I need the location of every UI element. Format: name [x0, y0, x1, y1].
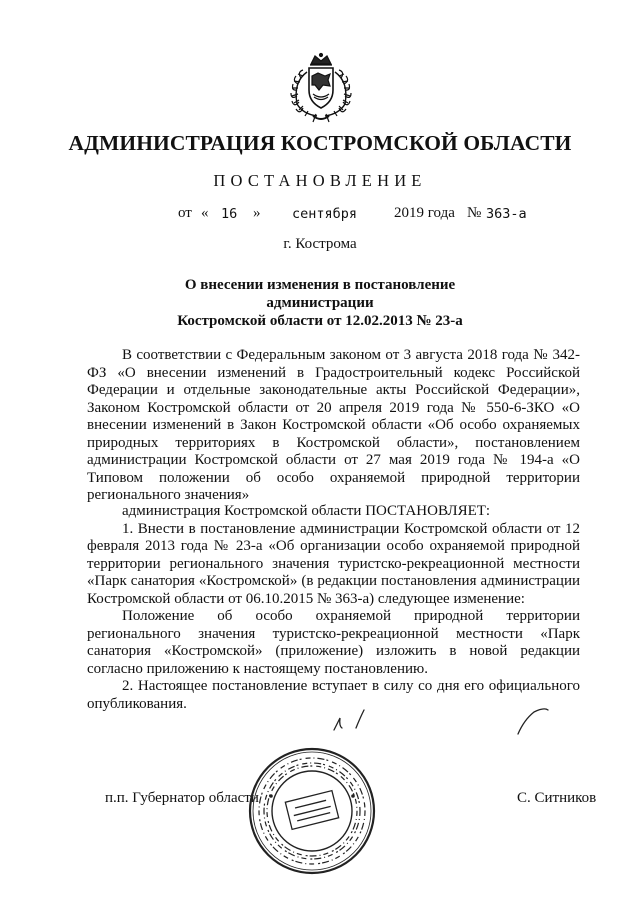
clause-1-paragraph: 1. Внести в постановление администрации Костромской области от 12 февраля 2013 года № 23-а «Об организации особо охраняемой природной территории регионального значения туристско-рекреационной местности «Парк санатория «Костромской» (в редакции постановления администрации Костромской области от 06.10.2015 № 363-а) следующее изменение:	[87, 520, 580, 607]
coat-of-arms-icon	[283, 52, 359, 124]
date-day: 16	[221, 206, 238, 222]
date-month: сентября	[292, 206, 358, 222]
date-open-quote: «	[201, 205, 209, 221]
heading-line-1: О внесении изменения в постановление администрации	[184, 277, 456, 311]
clause-1-text-paragraph: Положение об особо охраняемой природной территории регионального значения туристско-рекреационной местности «Парк санатория «Костромской» (приложение) изложить в новой редакции согласно приложению к настоящему постановлению.	[87, 608, 580, 677]
date-prefix: от	[178, 205, 192, 221]
clause-2-paragraph: 2. Настоящее постановление вступает в силу со дня его официального опубликования.	[87, 678, 580, 712]
resolves-paragraph: администрация Костромской области ПОСТАНОВЛЯЕТ:	[122, 503, 491, 519]
date-close-quote: »	[253, 205, 261, 221]
document-type: ПОСТАНОВЛЕНИЕ	[213, 171, 427, 190]
document-heading	[130, 276, 510, 330]
signature-marks	[330, 704, 560, 738]
organization-title: АДМИНИСТРАЦИЯ КОСТРОМСКОЙ ОБЛАСТИ	[68, 131, 572, 155]
signatory-position: п.п. Губернатор области	[105, 790, 259, 806]
date-year: 2019 года	[394, 205, 455, 221]
number-sign: №	[467, 205, 482, 221]
round-seal-icon	[247, 746, 377, 876]
preamble-block	[87, 347, 580, 505]
heading-line-2: Костромской области от 12.02.2013 № 23-а	[177, 313, 463, 329]
city: г. Кострома	[283, 236, 357, 252]
signatory-name: С. Ситников	[517, 790, 597, 806]
document-number: 363-а	[486, 206, 527, 222]
preamble-paragraph: В соответствии с Федеральным законом от 3 августа 2018 года № 342-ФЗ «О внесении изменений в Градостроительный кодекс Российской Федерации и отдельные законодательные акты Российской Федерации», Законом Костромской области от 20 апреля 2019 года № 550-6-ЗКО «О внесении изменений в Закон Костромской области «Об особо охраняемых природных территориях в Костромской области», постановлением администрации Костромской области от 27 мая 2019 года № 194-а «О Типовом положении об особо охраняемой природной территории регионального значения»	[87, 347, 580, 503]
resolution-block	[87, 503, 580, 713]
